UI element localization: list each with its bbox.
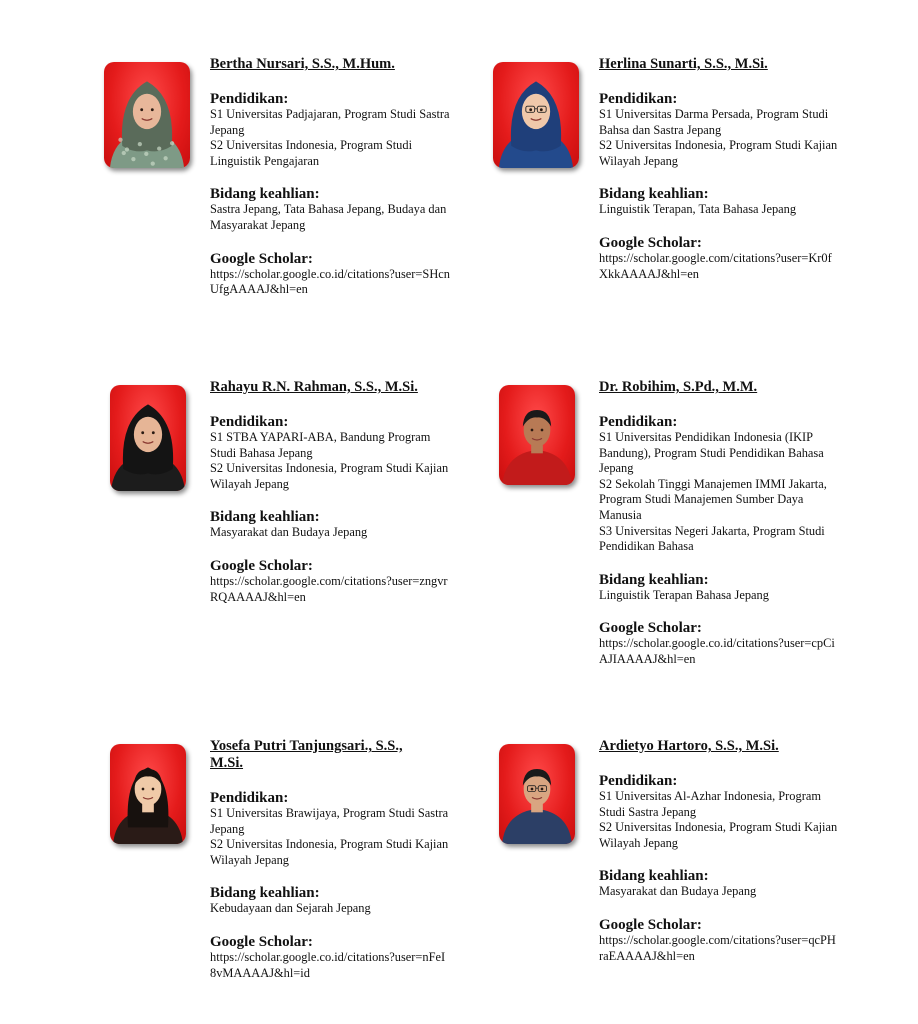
profile-info (599, 379, 839, 685)
education-heading: Pendidikan: (599, 91, 678, 107)
scholar-section (599, 620, 839, 667)
profile-name: Bertha Nursari, S.S., M.Hum. (210, 56, 395, 72)
profile-info (210, 738, 450, 998)
scholar-link[interactable]: https://scholar.google.co.id/citations?user=nFeI8vMAAAAJ&hl=id (210, 949, 446, 980)
profile-info (599, 56, 839, 299)
scholar-section (210, 934, 450, 981)
expertise-heading: Bidang keahlian: (599, 186, 709, 203)
scholar-section (210, 251, 450, 298)
profile-name: Herlina Sunarti, S.S., M.Si. (599, 56, 768, 72)
scholar-link[interactable]: https://scholar.google.com/citations?user=zngvrRQAAAAJ&hl=en (210, 573, 448, 604)
education-entry: S2 Universitas Indonesia, Program Studi Kajian Wilayah Jepang (210, 837, 449, 867)
expertise-text: Masyarakat dan Budaya Jepang (599, 884, 757, 899)
portrait-illustration (499, 385, 575, 485)
profile-photo (110, 744, 186, 844)
scholar-heading: Google Scholar: (210, 250, 313, 267)
expertise-heading: Bidang keahlian: (599, 868, 709, 885)
profile-info (599, 738, 839, 981)
expertise-heading: Bidang keahlian: (210, 885, 320, 902)
scholar-section (599, 235, 839, 282)
education-entry: S1 STBA YAPARI-ABA, Bandung Program Studi Bahasa Jepang (210, 430, 431, 460)
education-section (599, 414, 839, 555)
expertise-section (599, 572, 839, 604)
scholar-link[interactable]: https://scholar.google.co.id/citations?user=cpCiAJIAAAAJ&hl=en (599, 636, 835, 666)
portrait-illustration (104, 62, 190, 168)
portrait-illustration (493, 62, 579, 168)
scholar-section (599, 917, 839, 964)
education-section (599, 91, 839, 169)
scholar-link[interactable]: https://scholar.google.com/citations?user=Kr0fXkkAAAAJ&hl=en (599, 250, 832, 281)
scholar-section (210, 558, 450, 605)
education-entry: S2 Universitas Indonesia, Program Studi Linguistik Pengajaran (210, 138, 413, 168)
education-entry: S2 Sekolah Tinggi Manajemen IMMI Jakarta, Program Studi Manajemen Sumber Daya Manusia (599, 476, 827, 522)
education-heading: Pendidikan: (210, 414, 289, 430)
scholar-heading: Google Scholar: (210, 557, 313, 574)
expertise-section (210, 509, 450, 541)
portrait-illustration (110, 744, 186, 844)
scholar-heading: Google Scholar: (599, 234, 702, 251)
education-heading: Pendidikan: (210, 91, 289, 107)
expertise-section (210, 186, 450, 233)
education-entry: S2 Universitas Indonesia, Program Studi Kajian Wilayah Jepang (210, 461, 449, 491)
profile-photo (499, 744, 575, 844)
education-heading: Pendidikan: (210, 790, 289, 806)
portrait-illustration (110, 385, 186, 491)
portrait-illustration (499, 744, 575, 844)
education-entry: S1 Universitas Padjajaran, Program Studi Sastra Jepang (210, 107, 450, 137)
education-entry: S3 Universitas Negeri Jakarta, Program Studi Pendidikan Bahasa (599, 523, 825, 554)
expertise-section (599, 186, 839, 218)
education-entry: S1 Universitas Al-Azhar Indonesia, Program Studi Sastra Jepang (599, 789, 821, 819)
expertise-text: Sastra Jepang, Tata Bahasa Jepang, Budaya dan Masyarakat Jepang (210, 202, 447, 232)
scholar-heading: Google Scholar: (599, 916, 702, 933)
education-entry: S2 Universitas Indonesia, Program Studi Kajian Wilayah Jepang (599, 138, 838, 168)
education-heading: Pendidikan: (599, 773, 678, 789)
profile-photo (493, 62, 579, 168)
expertise-text: Masyarakat dan Budaya Jepang (210, 525, 368, 540)
expertise-section (599, 868, 839, 900)
education-entry: S1 Universitas Pendidikan Indonesia (IKIP Bandung), Program Studi Pendidikan Bahasa Jepang (599, 430, 824, 476)
expertise-heading: Bidang keahlian: (210, 509, 320, 526)
scholar-link[interactable]: https://scholar.google.com/citations?user=qcPHraEAAAAJ&hl=en (599, 932, 836, 963)
profile-photo (499, 385, 575, 485)
scholar-heading: Google Scholar: (210, 933, 313, 950)
education-entry: S2 Universitas Indonesia, Program Studi Kajian Wilayah Jepang (599, 820, 838, 850)
expertise-text: Linguistik Terapan Bahasa Jepang (599, 587, 769, 602)
profile-photo (104, 62, 190, 168)
profile-name: Ardietyo Hartoro, S.S., M.Si. (599, 738, 779, 754)
expertise-heading: Bidang keahlian: (599, 571, 709, 588)
education-heading: Pendidikan: (599, 414, 678, 430)
scholar-link[interactable]: https://scholar.google.co.id/citations?user=SHcnUfgAAAAJ&hl=en (210, 266, 450, 297)
profile-photo (110, 385, 186, 491)
expertise-heading: Bidang keahlian: (210, 186, 320, 203)
scholar-heading: Google Scholar: (599, 620, 702, 637)
education-section (210, 790, 450, 868)
education-entry: S1 Universitas Brawijaya, Program Studi Sastra Jepang (210, 806, 449, 836)
profile-name: Yosefa Putri Tanjungsari., S.S., M.Si. (210, 738, 403, 771)
expertise-text: Kebudayaan dan Sejarah Jepang (210, 901, 371, 916)
profile-name: Dr. Robihim, S.Pd., M.M. (599, 379, 758, 395)
profile-info (210, 56, 450, 315)
education-entry: S1 Universitas Darma Persada, Program Studi Bahsa dan Sastra Jepang (599, 107, 829, 137)
expertise-text: Linguistik Terapan, Tata Bahasa Jepang (599, 202, 797, 217)
education-section (599, 773, 839, 851)
profile-info (210, 379, 450, 622)
profile-name: Rahayu R.N. Rahman, S.S., M.Si. (210, 379, 418, 395)
expertise-section (210, 885, 450, 917)
education-section (210, 91, 450, 169)
education-section (210, 414, 450, 492)
